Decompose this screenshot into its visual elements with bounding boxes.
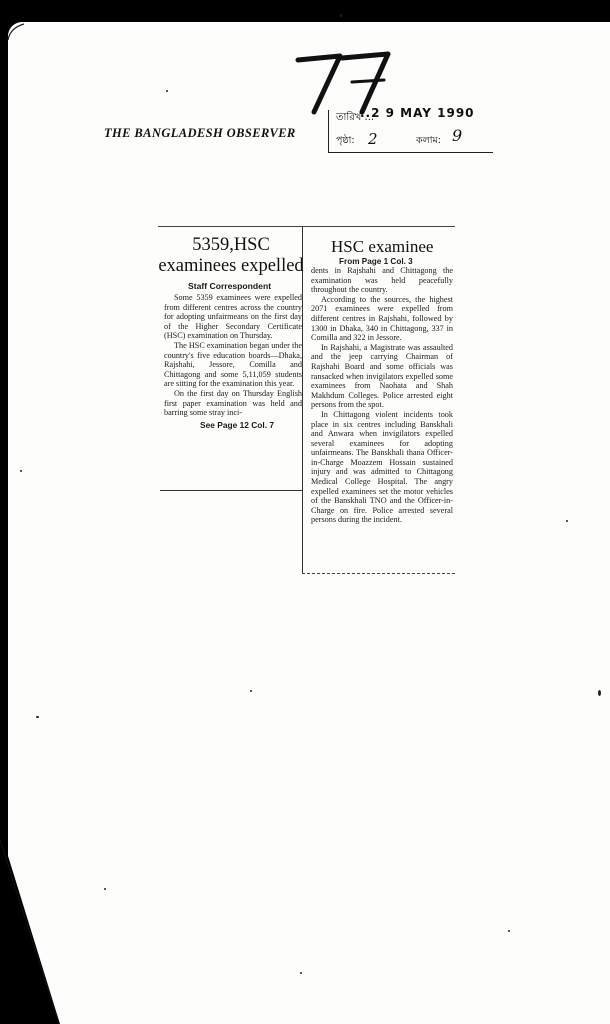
from-page-reference: From Page 1 Col. 3 (339, 257, 413, 266)
scan-speck (20, 470, 22, 472)
scan-speck (598, 690, 601, 696)
article-headline: 5359,HSC examinees expelled (158, 235, 304, 276)
scan-speck (300, 972, 302, 974)
article-paragraph: dents in Rajshahi and Chittagong the examination was held peacefully throughout the country. (311, 266, 453, 295)
stamp-column-value: 9 (452, 126, 463, 145)
scan-speck (36, 716, 39, 718)
article-paragraph: On the first day on Thursday English first paper examination was held and barring some stray inci- (164, 388, 302, 418)
article-paragraph: In Chittagong violent incidents took place in six centres including Banskhali and Anwara when invigilators expelled several examinees for adopting unfairmeans. The Banskhali thana Officer-in-Charge Moazzem Hossain sustained injury and was admitted to Chittagong Medical College Hospital. The angry expelled examinees set the motor vehicles of the Banskhali TNO and the Officer-in-Charge on fire. Police arrested several persons during the incident. (311, 409, 453, 525)
article-byline: Staff Correspondent (188, 281, 272, 291)
clipping-cut-edge (160, 490, 302, 491)
scan-speck (104, 888, 106, 890)
scan-speck (340, 14, 342, 17)
continued-reference: See Page 12 Col. 7 (200, 419, 275, 430)
continued-headline: HSC examinee (331, 237, 434, 256)
continued-body (311, 266, 455, 525)
stamp-page-label: পৃষ্ঠা: (336, 135, 355, 146)
article-paragraph: In Rajshahi, a Magistrate was assaulted and the jeep carrying Chairman of Rajshahi Board and some officials was ransacked when invigilators expelled some examinees from Naohata and Shah Makhdum Colleges. Police arrested eight persons from the spot. (311, 342, 453, 410)
article-clipping-continued (302, 226, 455, 574)
article-clipping-main (158, 226, 304, 430)
archive-stamp (328, 104, 494, 154)
article-paragraph: According to the sources, the highest 2071 examinees were expelled from different centres in Rajshahi, followed by 1300 in Dhaka, 340 in Chittagong, 337 in Comilla and 322 in Jessore. (311, 294, 453, 343)
newspaper-masthead: THE BANGLADESH OBSERVER (104, 126, 296, 140)
scan-speck (166, 90, 168, 92)
scan-speck (508, 930, 510, 932)
stamp-date: ..2 9 MAY 1990 (360, 106, 475, 120)
stamp-date-label: তারিখ ... (336, 112, 375, 123)
article-paragraph: The HSC examination began under the country's five education boards—Dhaka, Rajshahi, Jessore, Comilla and Chittagong and some 5,11,059 students are sitting for the examination this year. (164, 340, 302, 389)
scan-speck (250, 690, 252, 692)
scan-speck (566, 520, 568, 522)
article-body (164, 293, 304, 418)
article-paragraph: Some 5359 examinees were expelled from different centres across the country for adopting unfairmeans on the first day of the Higher Secondary Certificate (HSC) examination on Thursday. (164, 293, 302, 341)
stamp-column-label: কলাম: (416, 135, 441, 146)
stamp-page-value: 2 (368, 130, 378, 148)
